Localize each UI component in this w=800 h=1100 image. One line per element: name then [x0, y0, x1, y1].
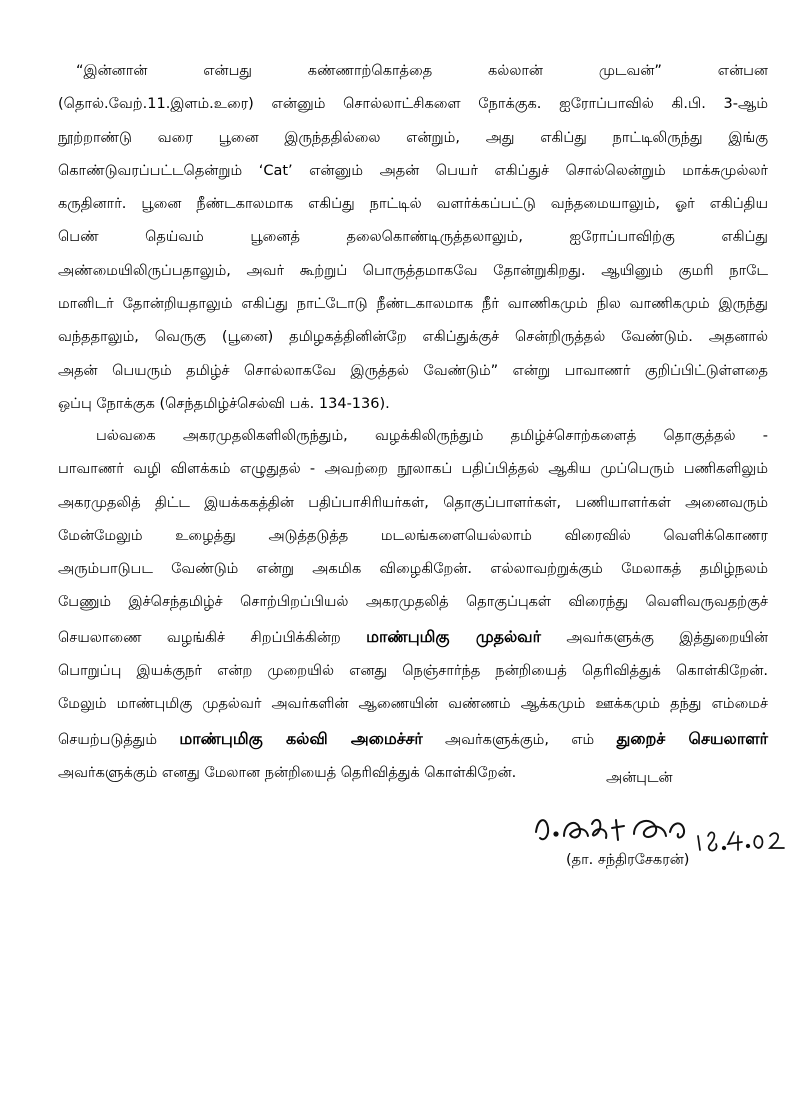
text-line: ஒப்பு நோக்குக (செந்தமிழ்ச்செல்வி பக். 134-136).	[58, 395, 390, 412]
text-line: பாவாணர் வழி விளக்கம் எழுதுதல் - அவற்றை நூலாகப் பதிப்பித்தல் ஆகிய முப்பெரும் பணிகளிலும்	[58, 461, 768, 478]
bold-title-education-minister: மாண்புமிகு கல்வி அமைச்சர்	[179, 728, 423, 748]
text-segment: அவர்களுக்கும், எம்	[422, 731, 617, 748]
paragraph-thanks	[58, 420, 768, 790]
text-line: நூற்றாண்டு வரை பூனை இருந்ததில்லை என்றும், அது எகிப்து நாட்டிலிருந்து இங்கு	[58, 129, 768, 146]
text-line: பல்வகை அகரமுதலிகளிலிருந்தும், வழக்கிலிருந்தும் தமிழ்ச்சொற்களைத் தொகுத்தல் -	[96, 428, 768, 444]
text-line	[58, 722, 768, 757]
text-segment: செயற்படுத்தும்	[58, 731, 180, 748]
bold-title-chief-minister: மாண்புமிகு முதல்வர்	[366, 626, 541, 646]
text-line: பெண் தெய்வம் பூனைத் தலைகொண்டிருத்தலாலும், ஐரோப்பாவிற்கு எகிப்து	[58, 229, 768, 246]
text-line: அகரமுதலித் திட்ட இயக்ககத்தின் பதிப்பாசிரியர்கள், தொகுப்பாளர்கள், பணியாளர்கள் அனைவரும்	[58, 494, 768, 511]
text-line: கொண்டுவரப்பட்டதென்றும் ‘Cat’ என்னும் அதன் பெயர் எகிப்துச் சொல்லென்றும் மாக்சுமுல்லர்	[58, 162, 768, 179]
text-line: அண்மையிலிருப்பதாலும், அவர் கூற்றுப் பொருத்தமாகவே தோன்றுகிறது. ஆயினும் குமரி நாடே	[58, 262, 768, 279]
text-line: பேணும் இச்செந்தமிழ்ச் சொற்பிறப்பியல் அகரமுதலித் தொகுப்புகள் விரைந்து வெளிவருவதற்குச்	[58, 594, 768, 611]
text-segment: அவர்களுக்கு இத்துறையின்	[540, 629, 769, 646]
text-segment: செயலாணை வழங்கிச் சிறப்பிக்கின்ற	[58, 629, 367, 646]
text-line: “இன்னான் என்பது கண்ணாற்கொத்தை கல்லான் முடவன்” என்பன	[76, 63, 768, 79]
text-line: (தொல்.வேற்.11.இளம்.உரை) என்னும் சொல்லாட்சிகளை நோக்குக. ஐரோப்பாவில் கி.பி. 3-ஆம்	[58, 96, 768, 113]
text-line: வந்ததாலும், வெருகு (பூனை) தமிழகத்தினின்றே எகிப்துக்குச் சென்றிருத்தல் வேண்டும். அதனால்	[58, 329, 768, 346]
text-line: மேன்மேலும் உழைத்து அடுத்தடுத்த மடலங்களையெல்லாம் விரைவில் வெளிக்கொணர	[58, 527, 768, 544]
text-line: மேலும் மாண்புமிகு முதல்வர் அவர்களின் ஆணையின் வண்ணம் ஆக்கமும் ஊக்கமும் தந்து எம்மைச்	[58, 696, 768, 713]
text-line: மானிடர் தோன்றியதாலும் எகிப்து நாட்டோடு நீண்டகாலமாக நீர் வாணிகமும் நில வாணிகமும் இருந்து	[58, 296, 768, 313]
bold-title-secretary: துறைச் செயலாளர்	[616, 728, 768, 748]
text-line: அதன் பெயரும் தமிழ்ச் சொல்லாகவே இருத்தல் வேண்டும்” என்று பாவாணர் குறிப்பிட்டுள்ளதை	[58, 362, 768, 379]
text-line: கருதினார். பூனை நீண்டகாலமாக எகிப்து நாட்டில் வளர்க்கப்பட்டு வந்தமையாலும், ஓர் எகிப்திய	[58, 196, 768, 213]
handwritten-signature	[530, 806, 790, 854]
closing-salutation: அன்புடன்	[606, 770, 673, 786]
text-line	[58, 620, 768, 655]
text-line: பொறுப்பு இயக்குநர் என்ற முறையில் எனது நெஞ்சார்ந்த நன்றியைத் தெரிவித்துக் கொள்கிறேன்.	[58, 663, 768, 680]
text-line: அரும்பாடுபட வேண்டும் என்று அகமிக விழைகிறேன். எல்லாவற்றுக்கும் மேலாகத் தமிழ்நலம்	[58, 561, 768, 578]
paragraph-quote	[58, 55, 768, 421]
text-line: அவர்களுக்கும் எனது மேலான நன்றியைத் தெரிவித்துக் கொள்கிறேன்.	[58, 764, 517, 781]
signatory-name: (தா. சந்திரசேகரன்)	[566, 852, 690, 868]
